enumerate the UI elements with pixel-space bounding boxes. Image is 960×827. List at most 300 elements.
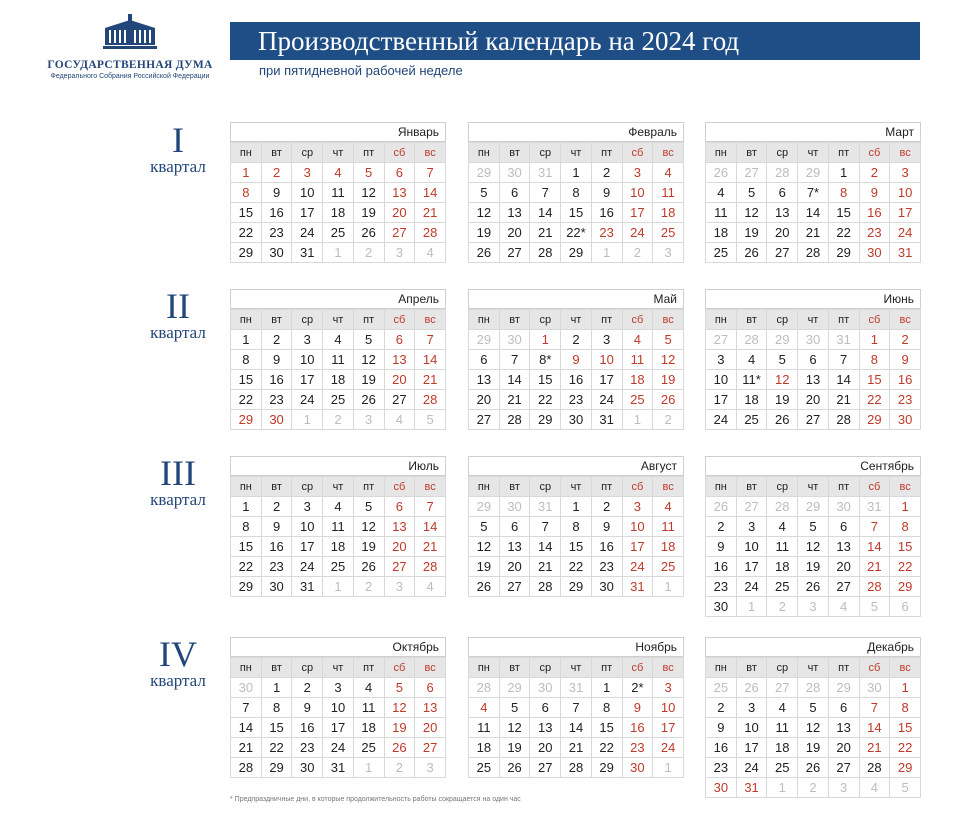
day-cell-holiday: 4 [653, 497, 684, 517]
day-cell: 28 [499, 410, 530, 430]
day-cell-holiday: 26 [384, 738, 415, 758]
day-cell: 29 [828, 243, 859, 263]
day-cell: 2 [292, 678, 323, 698]
day-cell: 13 [798, 370, 829, 390]
day-cell: 19 [469, 557, 500, 577]
day-cell-holiday: 6 [384, 163, 415, 183]
day-cell-other-month: 4 [859, 778, 890, 798]
day-cell: 17 [292, 537, 323, 557]
week-row [706, 778, 921, 798]
day-cell-other-month: 2 [798, 778, 829, 798]
week-row [231, 223, 446, 243]
day-cell: 31 [323, 758, 354, 778]
day-cell: 3 [323, 678, 354, 698]
weekday-header: чт [323, 310, 354, 330]
week-row [706, 517, 921, 537]
day-cell-holiday: 2 [890, 330, 921, 350]
day-cell-holiday: 18 [653, 537, 684, 557]
day-cell: 29 [561, 243, 592, 263]
day-cell: 5 [353, 330, 384, 350]
day-cell-other-month: 29 [499, 678, 530, 698]
weekday-header: сб [622, 310, 653, 330]
day-cell: 7 [530, 183, 561, 203]
week-row [706, 163, 921, 183]
day-cell-holiday: 11 [653, 517, 684, 537]
day-cell-other-month: 1 [653, 577, 684, 597]
day-cell: 20 [469, 390, 500, 410]
weekday-header: ср [292, 658, 323, 678]
day-cell-other-month: 26 [706, 163, 737, 183]
day-cell: 17 [736, 557, 767, 577]
day-cell: 10 [736, 537, 767, 557]
week-row [469, 410, 684, 430]
day-cell-holiday: 14 [859, 537, 890, 557]
weekday-header: вт [736, 310, 767, 330]
day-cell-other-month: 5 [890, 778, 921, 798]
day-cell: 12 [736, 203, 767, 223]
weekday-header: вт [736, 658, 767, 678]
day-cell-holiday: 21 [415, 370, 446, 390]
day-cell: 14 [530, 203, 561, 223]
day-cell: 4 [706, 183, 737, 203]
week-row [706, 718, 921, 738]
day-cell: 21 [798, 223, 829, 243]
day-cell: 11 [767, 718, 798, 738]
week-row [706, 410, 921, 430]
day-cell-holiday: 2 [859, 163, 890, 183]
weekday-header: ср [767, 143, 798, 163]
day-cell: 17 [323, 718, 354, 738]
day-cell: 26 [469, 243, 500, 263]
week-row [231, 718, 446, 738]
month-name: Ноябрь [468, 637, 684, 657]
week-row [706, 577, 921, 597]
day-cell-other-month: 4 [828, 597, 859, 617]
day-cell-other-month: 29 [469, 497, 500, 517]
day-cell-other-month: 28 [469, 678, 500, 698]
day-cell: 20 [499, 223, 530, 243]
quarter-word: квартал [150, 157, 206, 176]
weekday-header: пн [231, 143, 262, 163]
day-cell-other-month: 1 [323, 243, 354, 263]
day-cell: 9 [591, 517, 622, 537]
day-cell: 30 [261, 243, 292, 263]
weekday-row [469, 310, 684, 330]
day-cell: 15 [530, 370, 561, 390]
month-grid [705, 309, 921, 430]
weekday-header: ср [767, 477, 798, 497]
month-october [230, 637, 446, 778]
day-cell-other-month: 30 [231, 678, 262, 698]
week-row [706, 330, 921, 350]
logo-name: ГОСУДАРСТВЕННАЯ ДУМА [47, 59, 213, 71]
day-cell-holiday: 8 [231, 183, 262, 203]
week-row [706, 183, 921, 203]
day-cell: 12 [353, 183, 384, 203]
weekday-header: вт [499, 143, 530, 163]
week-row [469, 390, 684, 410]
day-cell: 2 [706, 698, 737, 718]
day-cell-holiday: 24 [622, 223, 653, 243]
day-cell: 8 [561, 183, 592, 203]
week-row [706, 223, 921, 243]
weekday-header: пн [469, 310, 500, 330]
day-cell: 6 [798, 350, 829, 370]
weekday-header: вт [499, 477, 530, 497]
day-cell: 6 [828, 698, 859, 718]
day-cell: 14 [499, 370, 530, 390]
day-cell: 23 [292, 738, 323, 758]
weekday-header: пт [591, 658, 622, 678]
day-cell: 13 [530, 718, 561, 738]
week-row [231, 557, 446, 577]
weekday-header: чт [323, 658, 354, 678]
weekday-header: вс [890, 310, 921, 330]
day-cell-holiday: 25 [653, 557, 684, 577]
weekday-header: пт [353, 477, 384, 497]
day-cell-holiday: 19 [384, 718, 415, 738]
day-cell: 22 [591, 738, 622, 758]
day-cell-holiday: 17 [890, 203, 921, 223]
day-cell-holiday: 7 [415, 163, 446, 183]
day-cell-other-month: 1 [323, 577, 354, 597]
day-cell-holiday: 31 [890, 243, 921, 263]
day-cell-other-month: 1 [591, 243, 622, 263]
weekday-header: вт [261, 477, 292, 497]
week-row [469, 497, 684, 517]
weekday-header: чт [798, 477, 829, 497]
day-cell: 6 [828, 517, 859, 537]
day-cell-other-month: 1 [292, 410, 323, 430]
weekday-header: сб [859, 477, 890, 497]
day-cell: 17 [292, 203, 323, 223]
month-grid [468, 309, 684, 430]
week-row [469, 203, 684, 223]
week-row [469, 243, 684, 263]
week-row [469, 537, 684, 557]
day-cell: 23 [261, 223, 292, 243]
day-cell-holiday: 25 [653, 223, 684, 243]
logo-subtitle: Федерального Собрания Российской Федерации [50, 73, 210, 80]
day-cell-holiday: 15 [859, 370, 890, 390]
day-cell-holiday: 30 [622, 758, 653, 778]
day-cell-holiday: 23 [890, 390, 921, 410]
weekday-header: ср [530, 477, 561, 497]
day-cell: 26 [767, 410, 798, 430]
day-cell-holiday: 22 [859, 390, 890, 410]
weekday-header: вт [261, 658, 292, 678]
day-cell: 14 [530, 537, 561, 557]
day-cell: 5 [736, 183, 767, 203]
day-cell: 16 [591, 537, 622, 557]
day-cell-holiday: 5 [384, 678, 415, 698]
day-cell: 25 [323, 390, 354, 410]
day-cell: 13 [499, 203, 530, 223]
day-cell: 11 [323, 517, 354, 537]
weekday-header: сб [859, 658, 890, 678]
day-cell-other-month: 1 [767, 778, 798, 798]
month-june [705, 289, 921, 430]
weekday-row [469, 658, 684, 678]
day-cell-holiday: 4 [622, 330, 653, 350]
day-cell-holiday: 31 [736, 778, 767, 798]
title-bar [230, 22, 920, 60]
day-cell-holiday: 13 [415, 698, 446, 718]
month-name: Август [468, 456, 684, 476]
day-cell-holiday: 7 [415, 497, 446, 517]
day-cell: 30 [561, 410, 592, 430]
day-cell-other-month: 27 [736, 163, 767, 183]
day-cell: 22 [261, 738, 292, 758]
day-cell: 17 [736, 738, 767, 758]
day-cell: 26 [736, 243, 767, 263]
day-cell: 16 [591, 203, 622, 223]
day-cell-holiday: 8 [828, 183, 859, 203]
day-cell: 18 [323, 370, 354, 390]
day-cell: 26 [353, 390, 384, 410]
day-cell: 29 [561, 577, 592, 597]
day-cell: 29 [261, 758, 292, 778]
day-cell-holiday: 5 [653, 330, 684, 350]
day-cell: 19 [767, 390, 798, 410]
weekday-header: пн [231, 310, 262, 330]
day-cell: 23 [706, 577, 737, 597]
day-cell: 17 [591, 370, 622, 390]
day-cell-other-month: 30 [499, 497, 530, 517]
day-cell: 18 [469, 738, 500, 758]
weekday-header: вс [653, 658, 684, 678]
day-cell: 21 [561, 738, 592, 758]
day-cell: 16 [561, 370, 592, 390]
day-cell-other-month: 2 [622, 243, 653, 263]
day-cell: 14 [798, 203, 829, 223]
day-cell: 12 [798, 537, 829, 557]
weekday-header: пт [828, 143, 859, 163]
day-cell: 3 [292, 497, 323, 517]
week-row [469, 350, 684, 370]
day-cell-other-month: 2 [384, 758, 415, 778]
day-cell: 26 [469, 577, 500, 597]
day-cell: 18 [767, 738, 798, 758]
weekday-header: чт [561, 658, 592, 678]
day-cell-holiday: 27 [415, 738, 446, 758]
day-cell: 18 [353, 718, 384, 738]
day-cell: 4 [767, 517, 798, 537]
day-cell-other-month: 29 [469, 330, 500, 350]
day-cell-holiday: 14 [415, 517, 446, 537]
day-cell: 11 [706, 203, 737, 223]
day-cell: 1 [261, 678, 292, 698]
day-cell: 2 [261, 330, 292, 350]
weekday-header: ср [530, 658, 561, 678]
weekday-header: чт [561, 143, 592, 163]
day-cell-holiday: 17 [622, 537, 653, 557]
day-cell-holiday: 7 [859, 698, 890, 718]
day-cell: 13 [828, 718, 859, 738]
quarter-label-4 [138, 636, 218, 690]
day-cell: 15 [561, 537, 592, 557]
day-cell: 26 [798, 758, 829, 778]
weekday-header: ср [292, 310, 323, 330]
day-cell: 1 [561, 163, 592, 183]
day-cell: 25 [469, 758, 500, 778]
day-cell: 24 [736, 577, 767, 597]
day-cell-other-month: 1 [353, 758, 384, 778]
weekday-row [706, 477, 921, 497]
weekday-header: пн [706, 143, 737, 163]
weekday-header: сб [622, 143, 653, 163]
day-cell: 4 [323, 497, 354, 517]
month-september [705, 456, 921, 617]
day-cell: 25 [736, 410, 767, 430]
day-cell: 3 [736, 517, 767, 537]
day-cell: 4 [353, 678, 384, 698]
day-cell: 19 [353, 203, 384, 223]
day-cell: 22 [561, 557, 592, 577]
day-cell-holiday: 28 [415, 223, 446, 243]
day-cell: 9 [706, 718, 737, 738]
day-cell-other-month: 27 [706, 330, 737, 350]
day-cell: 7 [499, 350, 530, 370]
day-cell: 27 [767, 243, 798, 263]
day-cell: 16 [706, 557, 737, 577]
day-cell-other-month: 4 [415, 577, 446, 597]
day-cell-other-month: 28 [767, 163, 798, 183]
weekday-header: пн [231, 477, 262, 497]
day-cell-other-month: 2 [767, 597, 798, 617]
day-cell-other-month: 27 [767, 678, 798, 698]
weekday-header: сб [859, 143, 890, 163]
day-cell-other-month: 29 [767, 330, 798, 350]
month-grid [468, 142, 684, 263]
day-cell: 28 [798, 243, 829, 263]
day-cell: 2 [706, 517, 737, 537]
month-december [705, 637, 921, 798]
day-cell-holiday: 29 [859, 410, 890, 430]
day-cell: 28 [231, 758, 262, 778]
week-row [231, 183, 446, 203]
weekday-header: вт [736, 143, 767, 163]
day-cell: 16 [261, 203, 292, 223]
day-cell: 18 [323, 537, 354, 557]
day-cell: 24 [292, 390, 323, 410]
day-cell-other-month: 3 [415, 758, 446, 778]
day-cell: 13 [828, 537, 859, 557]
day-cell-holiday: 13 [384, 183, 415, 203]
month-name: Январь [230, 122, 446, 142]
weekday-header: ср [292, 477, 323, 497]
week-row [469, 183, 684, 203]
day-cell: 12 [469, 203, 500, 223]
day-cell-other-month: 1 [736, 597, 767, 617]
month-january [230, 122, 446, 263]
weekday-header: пт [353, 310, 384, 330]
day-cell: 8* [530, 350, 561, 370]
week-row [469, 738, 684, 758]
day-cell-other-month: 30 [798, 330, 829, 350]
weekday-header: сб [622, 658, 653, 678]
week-row [469, 163, 684, 183]
quarter-label-2 [138, 288, 218, 342]
day-cell: 1 [828, 163, 859, 183]
day-cell: 21 [828, 390, 859, 410]
duma-building-icon [101, 14, 159, 50]
day-cell-holiday: 19 [653, 370, 684, 390]
day-cell-holiday: 29 [890, 577, 921, 597]
day-cell: 4 [323, 330, 354, 350]
day-cell: 10 [292, 183, 323, 203]
day-cell-holiday: 26 [653, 390, 684, 410]
day-cell-holiday: 15 [890, 718, 921, 738]
day-cell: 15 [231, 203, 262, 223]
day-cell-holiday: 4 [653, 163, 684, 183]
day-cell: 9 [706, 537, 737, 557]
day-cell-other-month: 27 [736, 497, 767, 517]
day-cell: 3 [292, 330, 323, 350]
month-july [230, 456, 446, 597]
day-cell: 10 [736, 718, 767, 738]
day-cell-other-month: 29 [469, 163, 500, 183]
week-row [231, 698, 446, 718]
day-cell: 27 [469, 410, 500, 430]
week-row [706, 597, 921, 617]
day-cell-other-month: 3 [353, 410, 384, 430]
weekday-header: пт [591, 310, 622, 330]
day-cell-holiday: 16 [622, 718, 653, 738]
day-cell-holiday: 9 [859, 183, 890, 203]
day-cell-holiday: 21 [415, 203, 446, 223]
day-cell: 23 [261, 557, 292, 577]
day-cell: 19 [353, 370, 384, 390]
day-cell-holiday: 23 [622, 738, 653, 758]
weekday-header: вт [499, 658, 530, 678]
day-cell: 8 [561, 517, 592, 537]
day-cell: 19 [353, 537, 384, 557]
day-cell-other-month: 30 [499, 163, 530, 183]
week-row [231, 350, 446, 370]
day-cell-other-month: 2 [323, 410, 354, 430]
day-cell: 3 [706, 350, 737, 370]
day-cell: 30 [591, 577, 622, 597]
day-cell-holiday: 20 [384, 370, 415, 390]
quarter-word: квартал [150, 490, 206, 509]
day-cell-holiday: 8 [890, 517, 921, 537]
day-cell-holiday: 30 [261, 410, 292, 430]
weekday-row [231, 310, 446, 330]
day-cell: 16 [292, 718, 323, 738]
weekday-row [469, 143, 684, 163]
weekday-header: чт [798, 143, 829, 163]
weekday-header: пт [828, 477, 859, 497]
weekday-row [469, 477, 684, 497]
day-cell: 3 [591, 330, 622, 350]
week-row [231, 678, 446, 698]
day-cell-other-month: 28 [767, 497, 798, 517]
day-cell: 20 [828, 738, 859, 758]
day-cell-holiday: 15 [890, 537, 921, 557]
day-cell: 19 [499, 738, 530, 758]
day-cell: 10 [292, 517, 323, 537]
day-cell: 27 [828, 758, 859, 778]
weekday-header: чт [561, 310, 592, 330]
weekday-header: сб [384, 477, 415, 497]
day-cell-holiday: 8 [890, 698, 921, 718]
day-cell: 20 [798, 390, 829, 410]
day-cell: 22 [231, 390, 262, 410]
weekday-header: сб [384, 143, 415, 163]
week-row [706, 557, 921, 577]
day-cell: 16 [261, 537, 292, 557]
